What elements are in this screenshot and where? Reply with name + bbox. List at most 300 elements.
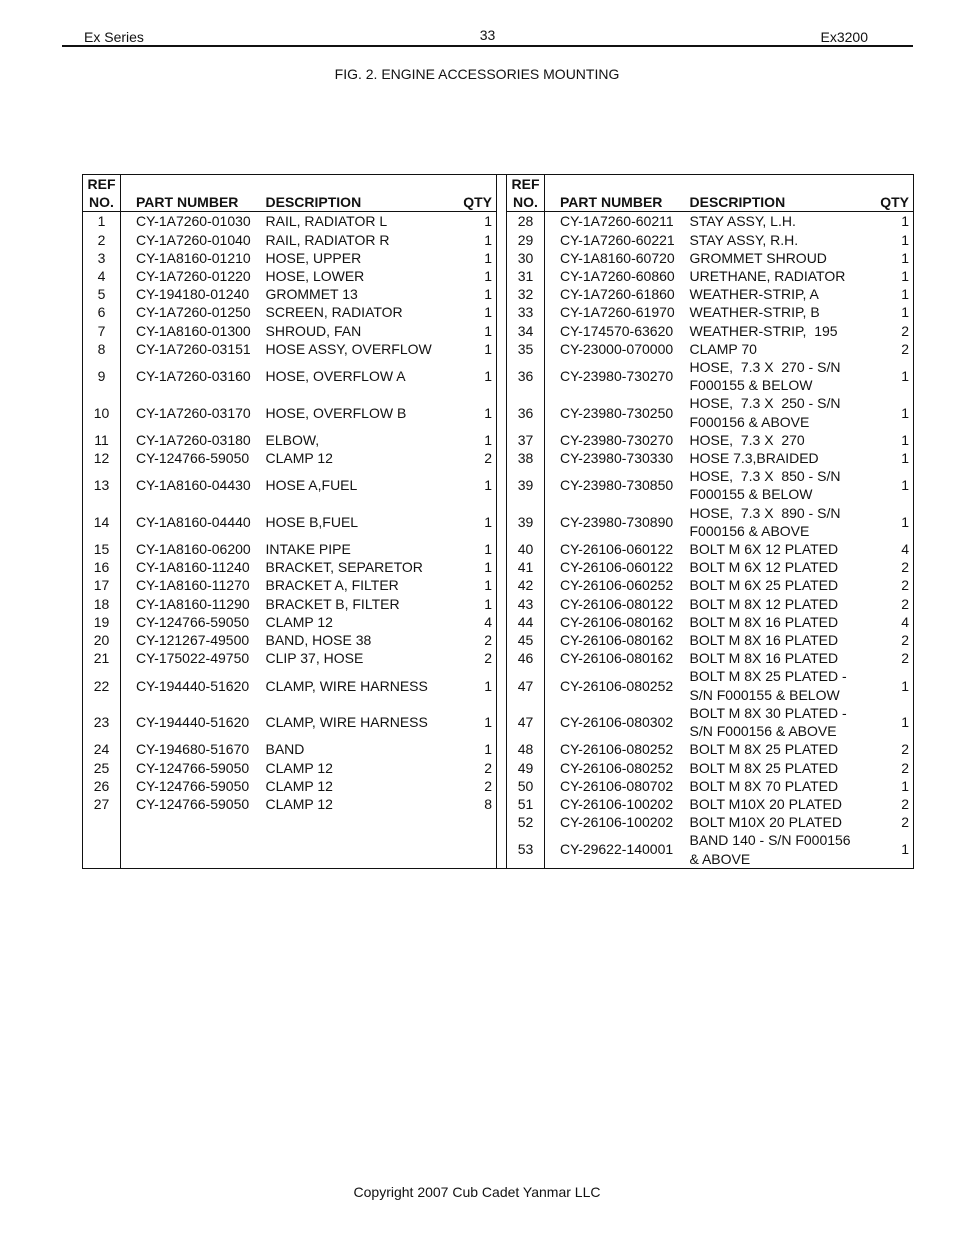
ref-no-cell: 47 [507,704,545,740]
part-number-cell: CY-26106-100202 [560,814,674,831]
description-cell: WEATHER-STRIP, B [689,304,820,321]
column-divider [497,667,507,703]
ref-no-cell: 33 [507,303,545,321]
description-cell: BAND [265,741,305,758]
table-row [83,795,914,813]
qty-cell: 1 [901,777,909,794]
description-cell: BRACKET, SEPARETOR [265,559,423,576]
qty-cell: 2 [901,577,909,594]
column-divider [497,340,507,358]
qty-cell: 1 [484,577,492,594]
qty-cell: 1 [901,404,909,421]
qty-cell: 8 [484,795,492,812]
description-cell [264,813,450,831]
table-row [83,558,914,576]
ref-no-cell: 37 [507,431,545,449]
qty-cell: 1 [484,368,492,385]
qty-cell: 4 [901,613,909,630]
qty-cell: 2 [901,322,909,339]
column-divider [497,212,507,231]
qty-cell: 1 [484,741,492,758]
qty-cell: 1 [901,213,909,230]
column-divider [497,831,507,868]
ref-no-cell: 28 [507,212,545,231]
ref-header-top: REF [507,175,545,194]
description-cell: CLIP 37, HOSE [265,650,364,667]
column-divider [497,777,507,795]
part-number-cell: CY-26106-080252 [560,759,674,776]
part-number-cell: CY-175022-49750 [136,650,250,667]
ref-no-cell: 41 [507,558,545,576]
qty-cell: 1 [484,340,492,357]
part-number-cell: CY-194180-01240 [136,286,250,303]
ref-no-cell: 2 [83,231,121,249]
part-number-cell: CY-26106-100202 [560,795,674,812]
ref-no-cell: 44 [507,613,545,631]
description-header: DESCRIPTION [264,193,450,212]
part-number-cell [121,813,264,831]
table-row [83,249,914,267]
page-number: 33 [479,27,496,43]
part-number-cell: CY-1A8160-60720 [560,249,675,266]
description-cell: HOSE, LOWER [265,268,365,285]
qty-cell: 2 [484,450,492,467]
description-cell: WEATHER-STRIP, 195 [689,322,838,339]
qty-cell: 1 [901,477,909,494]
description-cell: BOLT M 8X 16 PLATED [689,632,839,649]
qty-cell: 2 [484,650,492,667]
part-number-header: PART NUMBER [121,193,264,212]
column-divider [497,649,507,667]
part-number-cell: CY-26106-080162 [560,613,674,630]
description-cell: CLAMP 12 [265,613,333,630]
qty-cell: 1 [484,595,492,612]
part-number-cell: CY-1A8160-04440 [136,513,251,530]
ref-no-cell: 8 [83,340,121,358]
column-divider [497,431,507,449]
ref-no-cell: 34 [507,322,545,340]
part-number-cell: CY-1A7260-60221 [560,231,675,248]
qty-cell: 2 [901,759,909,776]
description-cell: BRACKET B, FILTER [265,595,400,612]
ref-no-cell: 49 [507,759,545,777]
ref-no-cell: 27 [83,795,121,813]
part-number-cell: CY-1A8160-01300 [136,322,251,339]
table-row [83,431,914,449]
ref-no-cell: 22 [83,667,121,703]
description-cell: ELBOW, [265,431,320,448]
description-cell: BRACKET A, FILTER [265,577,399,594]
qty-cell: 2 [484,632,492,649]
part-number-cell: CY-1A8160-11290 [136,595,250,612]
qty-cell: 2 [901,741,909,758]
qty-cell: 2 [901,795,909,812]
ref-no-cell: 19 [83,613,121,631]
ref-no-cell: 39 [507,504,545,540]
qty-cell: 1 [484,513,492,530]
part-number-cell: CY-1A7260-60211 [560,213,674,230]
model-label: Ex3200 [820,29,868,45]
qty-cell: 1 [484,268,492,285]
qty-cell: 1 [484,231,492,248]
qty-cell: 2 [901,595,909,612]
description-cell: SCREEN, RADIATOR [265,304,403,321]
description-cell: BOLT M 6X 12 PLATED [689,541,839,558]
qty-cell: 2 [901,632,909,649]
table-row [83,212,914,231]
description-cell: GROMMET SHROUD [689,249,827,266]
table-row [83,285,914,303]
ref-no-cell: 52 [507,813,545,831]
ref-no-cell: 32 [507,285,545,303]
qty-cell: 1 [901,304,909,321]
qty-cell: 2 [484,759,492,776]
description-cell: BOLT M 6X 12 PLATED [689,559,839,576]
table-row [83,777,914,795]
part-number-cell: CY-23980-730250 [560,404,674,421]
description-cell: BOLT M10X 20 PLATED [689,814,843,831]
description-cell: HOSE, OVERFLOW A [265,368,406,385]
part-number-cell: CY-26106-080702 [560,777,674,794]
description-cell: CLAMP 70 [689,340,757,357]
part-number-cell: CY-26106-060122 [560,559,674,576]
part-number-cell: CY-29622-140001 [560,841,674,858]
column-divider [497,249,507,267]
description-cell: BOLT M 8X 25 PLATED - S/N F000155 & BELOW [689,668,847,703]
part-number-cell: CY-23980-730890 [560,513,674,530]
qty-cell [450,831,497,868]
table-row [83,595,914,613]
table-row [83,340,914,358]
ref-no-cell: 3 [83,249,121,267]
qty-cell: 1 [901,368,909,385]
table-row [83,267,914,285]
qty-cell: 2 [901,650,909,667]
column-divider [497,740,507,758]
qty-cell: 1 [484,713,492,730]
ref-no-cell: 46 [507,649,545,667]
description-cell: CLAMP 12 [265,777,333,794]
table-row [83,322,914,340]
qty-cell: 1 [901,249,909,266]
description-cell: BAND 140 - S/N F000156 & ABOVE [689,832,851,867]
part-number-cell: CY-1A7260-03180 [136,431,251,448]
part-number-cell: CY-26106-080252 [560,741,674,758]
description-cell: CLAMP, WIRE HARNESS [265,713,428,730]
part-number-cell: CY-124766-59050 [136,613,250,630]
column-divider [497,394,507,430]
part-number-cell: CY-23980-730270 [560,431,674,448]
ref-no-cell: 1 [83,212,121,231]
part-number-cell: CY-26106-080122 [560,595,674,612]
part-number-cell [121,831,264,868]
description-cell: CLAMP 12 [265,450,333,467]
qty-cell: 1 [484,677,492,694]
ref-no-cell: 18 [83,595,121,613]
qty-cell: 2 [901,559,909,576]
description-cell: CLAMP, WIRE HARNESS [265,677,428,694]
table-row [83,449,914,467]
qty-cell: 1 [484,249,492,266]
ref-no-cell: 4 [83,267,121,285]
description-cell: HOSE, UPPER [265,249,362,266]
column-divider [497,704,507,740]
ref-no-cell: 30 [507,249,545,267]
ref-no-cell: 24 [83,740,121,758]
column-divider [497,631,507,649]
ref-no-cell: 15 [83,540,121,558]
table-row [83,303,914,321]
description-cell: HOSE, 7.3 X 850 - S/N F000155 & BELOW [689,468,841,503]
table-row [83,813,914,831]
description-cell: HOSE, 7.3 X 270 [689,431,805,448]
column-divider [497,449,507,467]
figure-title: FIG. 2. ENGINE ACCESSORIES MOUNTING [334,66,620,82]
column-divider [497,267,507,285]
description-cell: HOSE, 7.3 X 270 - S/N F000155 & BELOW [689,359,841,394]
description-cell: RAIL, RADIATOR R [265,231,390,248]
description-cell: HOSE, 7.3 X 250 - S/N F000156 & ABOVE [689,395,841,430]
ref-no-cell: 51 [507,795,545,813]
table-row [83,667,914,703]
qty-cell: 1 [901,268,909,285]
description-cell: BOLT M 8X 30 PLATED - S/N F000156 & ABOVE [689,704,847,740]
part-number-cell: CY-26106-060252 [560,577,674,594]
qty-cell: 2 [901,814,909,831]
part-number-cell: CY-23980-730330 [560,450,674,467]
ref-no-cell: 10 [83,394,121,430]
qty-cell: 1 [484,322,492,339]
part-number-cell: CY-194440-51620 [136,677,250,694]
description-cell: INTAKE PIPE [265,541,351,558]
part-number-cell: CY-124766-59050 [136,777,250,794]
description-cell: BOLT M10X 20 PLATED [689,795,843,812]
parts-table-body [83,212,914,868]
description-cell: CLAMP 12 [265,795,333,812]
qty-cell: 1 [484,541,492,558]
qty-cell: 1 [901,286,909,303]
description-cell: HOSE, 7.3 X 890 - S/N F000156 & ABOVE [689,504,841,539]
ref-no-cell: 21 [83,649,121,667]
description-cell: HOSE A,FUEL [265,477,358,494]
ref-no-cell: 36 [507,358,545,394]
part-number-cell: CY-194680-51670 [136,741,250,758]
description-cell: BAND, HOSE 38 [265,632,372,649]
part-number-cell: CY-26106-080162 [560,632,674,649]
description-cell: RAIL, RADIATOR L [265,213,388,230]
part-number-cell: CY-1A8160-01210 [136,249,251,266]
ref-no-cell: 20 [83,631,121,649]
part-number-cell: CY-1A7260-61970 [560,304,675,321]
part-number-cell: CY-26106-080252 [560,677,674,694]
ref-no-cell [83,831,121,868]
description-cell: BOLT M 8X 12 PLATED [689,595,839,612]
ref-no-cell: 36 [507,394,545,430]
ref-no-cell: 39 [507,467,545,503]
qty-cell: 4 [484,613,492,630]
column-divider [497,231,507,249]
description-cell [264,831,450,868]
description-cell: STAY ASSY, R.H. [689,231,799,248]
column-divider [497,303,507,321]
description-cell: BOLT M 8X 25 PLATED [689,741,839,758]
description-cell: HOSE B,FUEL [265,513,359,530]
description-cell: BOLT M 8X 16 PLATED [689,650,839,667]
ref-no-cell: 26 [83,777,121,795]
description-cell: HOSE 7.3,BRAIDED [689,450,819,467]
page-header [62,27,913,47]
ref-no-cell: 29 [507,231,545,249]
qty-header: QTY [450,193,497,212]
column-divider [497,540,507,558]
qty-cell: 1 [484,404,492,421]
description-cell: BOLT M 8X 25 PLATED [689,759,839,776]
description-header: DESCRIPTION [688,193,867,212]
column-divider [497,358,507,394]
copyright-footer: Copyright 2007 Cub Cadet Yanmar LLC [353,1184,601,1200]
ref-no-cell: 9 [83,358,121,394]
qty-cell: 1 [901,513,909,530]
description-cell: WEATHER-STRIP, A [689,286,819,303]
column-divider [497,795,507,813]
qty-cell: 1 [901,431,909,448]
part-number-header: PART NUMBER [545,193,688,212]
ref-no-cell: 7 [83,322,121,340]
qty-cell: 1 [901,231,909,248]
table-row [83,467,914,503]
description-cell: BOLT M 8X 16 PLATED [689,613,839,630]
table-row [83,504,914,540]
part-number-cell: CY-1A7260-61860 [560,286,675,303]
part-number-cell: CY-1A7260-60860 [560,268,675,285]
ref-no-cell: 48 [507,740,545,758]
part-number-cell: CY-26106-080162 [560,650,674,667]
table-row [83,759,914,777]
column-divider [497,759,507,777]
description-cell: BOLT M 8X 70 PLATED [689,777,839,794]
description-cell: STAY ASSY, L.H. [689,213,796,230]
part-number-cell: CY-1A7260-03160 [136,368,251,385]
description-cell: HOSE, OVERFLOW B [265,404,407,421]
part-number-cell: CY-23980-730270 [560,368,674,385]
qty-header: QTY [867,193,914,212]
table-row [83,231,914,249]
ref-no-cell: 14 [83,504,121,540]
ref-no-cell: 31 [507,267,545,285]
ref-no-cell: 43 [507,595,545,613]
ref-no-cell: 53 [507,831,545,868]
ref-no-cell: 50 [507,777,545,795]
column-divider [497,613,507,631]
part-number-cell: CY-124766-59050 [136,759,250,776]
column-divider [497,285,507,303]
column-divider [497,813,507,831]
qty-cell: 1 [901,450,909,467]
part-number-cell: CY-26106-080302 [560,713,674,730]
part-number-cell: CY-121267-49500 [136,632,250,649]
table-row [83,394,914,430]
part-number-cell: CY-174570-63620 [560,322,674,339]
part-number-cell: CY-124766-59050 [136,795,250,812]
table-row [83,358,914,394]
description-cell: SHROUD, FAN [265,322,362,339]
ref-no-cell: 47 [507,667,545,703]
table-row [83,649,914,667]
series-label: Ex Series [84,29,144,45]
ref-no-cell: 38 [507,449,545,467]
qty-cell: 1 [901,677,909,694]
ref-header-bottom: NO. [507,193,545,212]
qty-cell: 1 [484,477,492,494]
table-row [83,631,914,649]
part-number-cell: CY-1A7260-01030 [136,213,251,230]
qty-cell: 1 [484,559,492,576]
column-divider [497,595,507,613]
table-row [83,576,914,594]
description-cell: URETHANE, RADIATOR [689,268,846,285]
ref-no-cell: 35 [507,340,545,358]
part-number-cell: CY-1A7260-01220 [136,268,251,285]
part-number-cell: CY-1A7260-01040 [136,231,251,248]
ref-no-cell: 25 [83,759,121,777]
part-number-cell: CY-124766-59050 [136,450,250,467]
qty-cell: 1 [484,431,492,448]
ref-no-cell: 23 [83,704,121,740]
qty-cell: 1 [484,304,492,321]
column-divider [497,558,507,576]
ref-no-cell [83,813,121,831]
column-divider [497,467,507,503]
description-cell: CLAMP 12 [265,759,333,776]
qty-cell: 2 [901,340,909,357]
ref-no-cell: 17 [83,576,121,594]
description-cell: BOLT M 6X 25 PLATED [689,577,839,594]
qty-cell: 1 [901,713,909,730]
part-number-cell: CY-1A8160-06200 [136,541,251,558]
ref-no-cell: 16 [83,558,121,576]
qty-cell: 1 [901,841,909,858]
table-row [83,831,914,868]
ref-no-cell: 6 [83,303,121,321]
part-number-cell: CY-26106-060122 [560,541,674,558]
parts-table [82,174,914,869]
part-number-cell: CY-23000-070000 [560,340,674,357]
ref-header-bottom: NO. [83,193,121,212]
qty-cell: 1 [484,286,492,303]
part-number-cell: CY-1A7260-01250 [136,304,251,321]
part-number-cell: CY-1A8160-11240 [136,559,250,576]
description-cell: GROMMET 13 [265,286,358,303]
ref-no-cell: 42 [507,576,545,594]
ref-header-top: REF [83,175,121,194]
ref-no-cell: 11 [83,431,121,449]
part-number-cell: CY-1A7260-03170 [136,404,251,421]
qty-cell: 1 [484,213,492,230]
qty-cell [450,813,497,831]
part-number-cell: CY-1A8160-11270 [136,577,250,594]
column-divider [497,576,507,594]
ref-no-cell: 12 [83,449,121,467]
qty-cell: 4 [901,541,909,558]
column-divider [497,322,507,340]
table-row [83,540,914,558]
ref-no-cell: 5 [83,285,121,303]
ref-no-cell: 40 [507,540,545,558]
table-row [83,704,914,740]
part-number-cell: CY-23980-730850 [560,477,674,494]
qty-cell: 2 [484,777,492,794]
table-row [83,740,914,758]
